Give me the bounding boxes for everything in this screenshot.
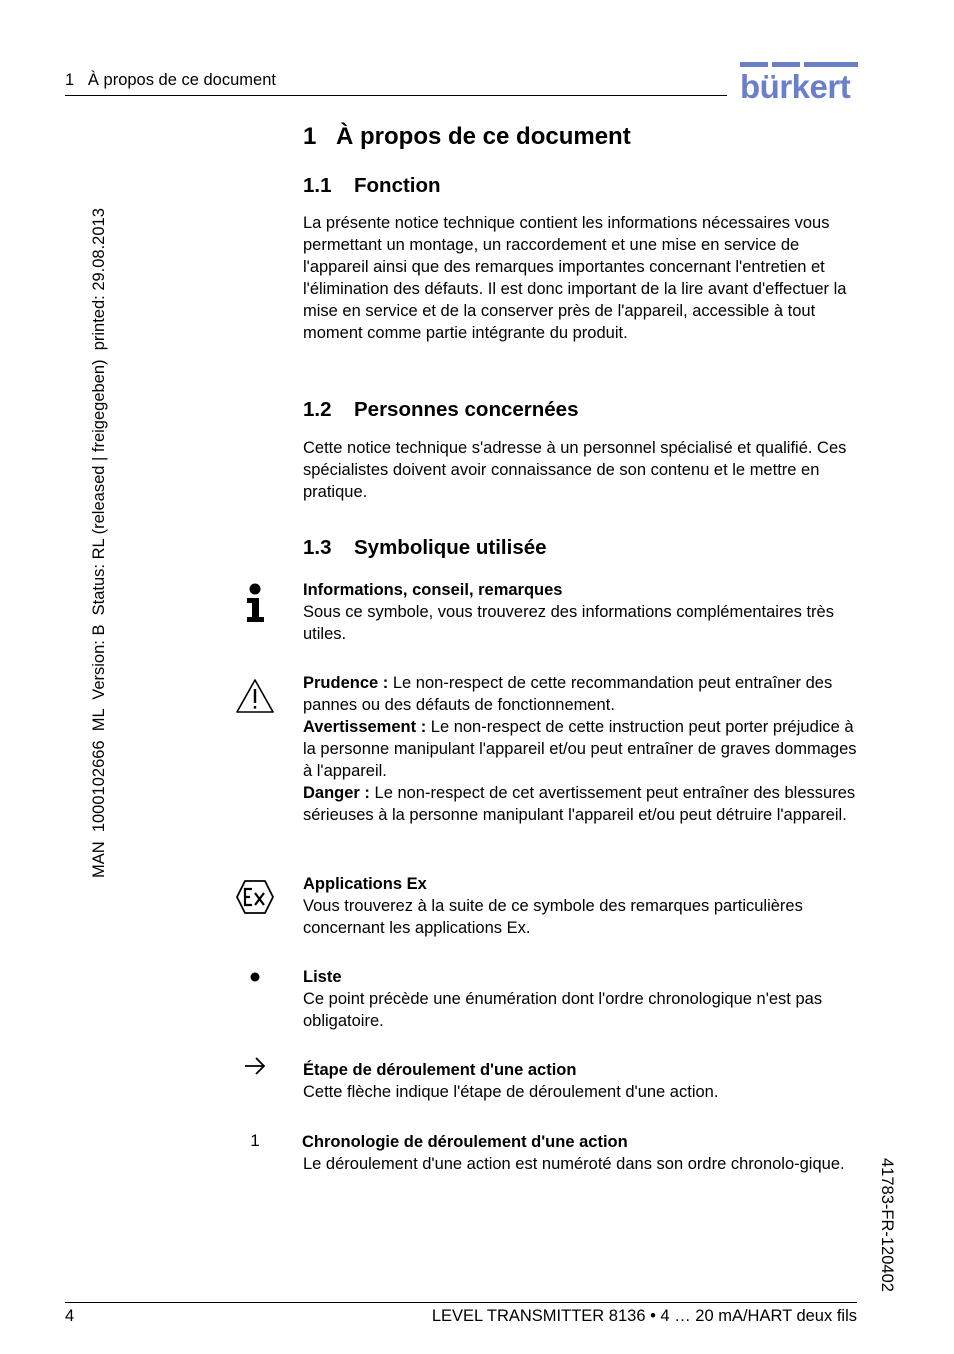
symbol-warning-block — [303, 672, 863, 826]
symbol-step-block — [303, 1059, 863, 1103]
section-title: Personnes concernées — [354, 398, 579, 421]
symbol-sequence-block — [302, 1131, 862, 1175]
danger-text: Le non-respect de cet avertissement peut entraîner des blessures sérieuses à la personne manipulant l'appareil et/ou peut détruire l'appareil. — [303, 784, 856, 824]
burkert-logo — [740, 62, 858, 105]
symbol-sequence-title: Chronologie de déroulement d'une action — [302, 1133, 628, 1151]
section-body-fonction: La présente notice technique contient les informations nécessaires vous permettant un montage, un raccordement et une mise en service de l'appareil ainsi que des remarques importantes concernant l'entretien et l'élimination des défauts. Il est donc important de la lire avant d'effectuer la mise en service et de la conserver près de l'appareil, accessible à tout moment comme partie intégrante du produit. — [303, 214, 847, 342]
logo-wordmark: bürkert — [740, 68, 851, 105]
section-heading-fonction — [303, 174, 441, 198]
symbol-list-block — [303, 966, 863, 1032]
danger-label: Danger : — [303, 784, 370, 802]
warning-avertissement — [303, 716, 863, 782]
arrow-right-icon — [232, 1056, 278, 1076]
avertissement-text: Le non-respect de cette instruction peut porter préjudice à la personne manipulant l'appareil et/ou peut entraîner de graves dommages à l'appareil. — [303, 718, 857, 780]
ex-hexagon-icon — [232, 879, 278, 915]
symbol-step-body: Cette flèche indique l'étape de déroulement d'une action. — [303, 1083, 719, 1101]
prudence-label: Prudence : — [303, 674, 389, 692]
symbol-ex-title: Applications Ex — [303, 875, 427, 893]
symbol-list-title: Liste — [303, 968, 342, 986]
logo-bar-2 — [772, 62, 800, 67]
section-body-personnes: Cette notice technique s'adresse à un personnel spécialisé et qualifié. Ces spécialistes doivent avoir connaissance de son contenu et le mettre en pratique. — [303, 439, 847, 501]
warning-triangle-icon — [232, 678, 278, 714]
chapter-title — [303, 123, 631, 151]
chapter-title-text: À propos de ce document — [336, 123, 631, 150]
section-title: Fonction — [354, 174, 441, 197]
section-number: 1.1 — [303, 174, 332, 197]
logo-bar-3 — [804, 62, 858, 67]
document-code-vertical: 41783-FR-120402 — [878, 1158, 896, 1292]
section-title: Symbolique utilisée — [354, 536, 547, 559]
symbol-info-block — [303, 579, 863, 645]
symbol-sequence-body: Le déroulement d'une action est numéroté dans son ordre chronolo-gique. — [303, 1155, 845, 1173]
header-rule — [65, 95, 727, 96]
page-number: 4 — [65, 1307, 75, 1325]
section-number: 1.3 — [303, 536, 332, 559]
sequence-number-marker: 1 — [250, 1131, 260, 1150]
chapter-number: 1 — [303, 123, 317, 150]
prudence-text: Le non-respect de cette recommandation peut entraîner des pannes ou des défauts de fonctionnement. — [303, 674, 833, 714]
logo-bar-1 — [740, 62, 768, 67]
bullet-icon — [232, 971, 278, 983]
running-header: 1 À propos de ce document — [65, 71, 276, 89]
symbol-info-body: Sous ce symbole, vous trouverez des informations complémentaires très utiles. — [303, 603, 834, 643]
section-number: 1.2 — [303, 398, 332, 421]
symbol-step-title: Étape de déroulement d'une action — [303, 1061, 577, 1079]
footer-rule — [65, 1302, 857, 1303]
info-icon — [232, 583, 278, 623]
footer-product: LEVEL TRANSMITTER 8136 • 4 … 20 mA/HART deux fils — [431, 1307, 857, 1325]
symbol-info-title: Informations, conseil, remarques — [303, 581, 563, 599]
symbol-ex-body: Vous trouverez à la suite de ce symbole des remarques particulières concernant les applications Ex. — [303, 897, 803, 937]
symbol-list-body: Ce point précède une énumération dont l'ordre chronologique n'est pas obligatoire. — [303, 990, 823, 1030]
warning-prudence — [303, 672, 863, 716]
section-heading-personnes — [303, 398, 578, 422]
avertissement-label: Avertissement : — [303, 718, 427, 736]
document-metadata-vertical: MAN 1000102666 ML Version: B Status: RL (released | freigegeben) printed: 29.08.2013 — [90, 208, 108, 878]
symbol-ex-block — [303, 873, 863, 939]
section-heading-symbolique — [303, 536, 547, 560]
warning-danger — [303, 782, 863, 826]
